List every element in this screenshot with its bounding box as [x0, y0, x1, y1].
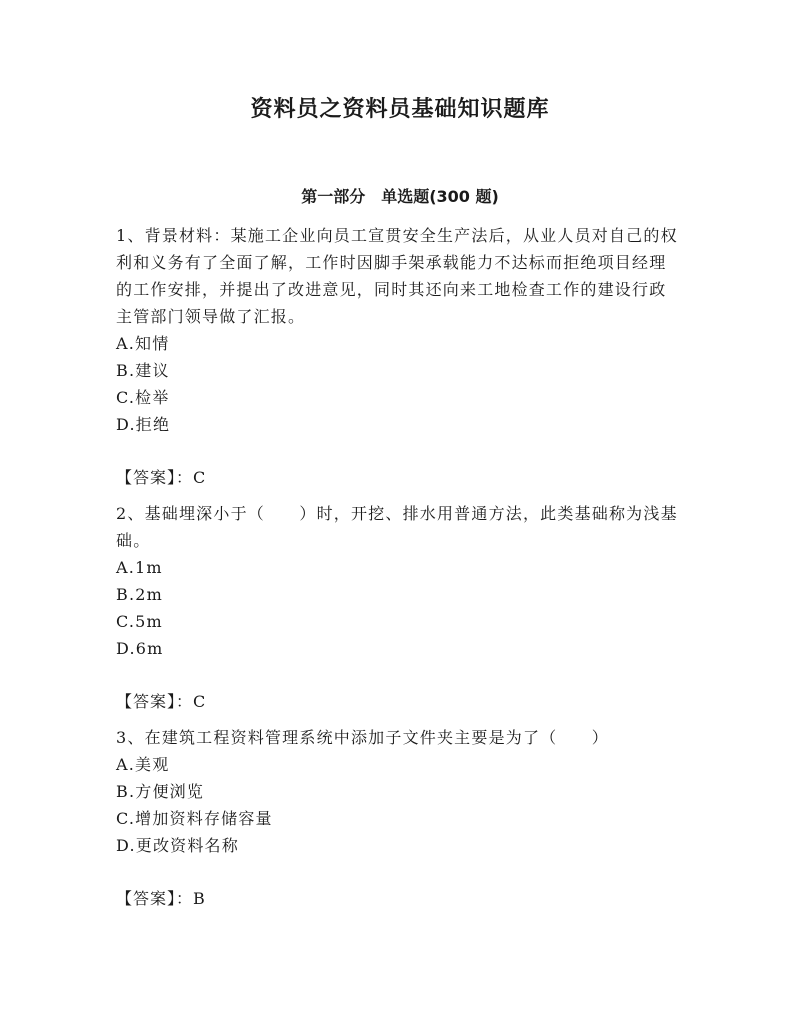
- option-b: B.建议: [116, 361, 170, 380]
- question-stem: 3、在建筑工程资料管理系统中添加子文件夹主要是为了（ ）: [116, 728, 609, 747]
- answer-line: 【答案】：C: [116, 468, 207, 487]
- option-b: B.方便浏览: [116, 782, 205, 801]
- option-d: D.更改资料名称: [116, 836, 239, 855]
- option-d: D.6m: [116, 639, 164, 658]
- option-a: A.知情: [116, 334, 170, 353]
- option-a: A.美观: [116, 755, 170, 774]
- option-c: C.增加资料存储容量: [116, 809, 273, 828]
- document-title: 资料员之资料员基础知识题库: [250, 97, 550, 122]
- option-c: C.5m: [116, 612, 163, 631]
- question-item: [116, 500, 678, 715]
- option-d: D.拒绝: [116, 415, 171, 434]
- question-stem: 2、基础埋深小于（ ）时，开挖、排水用普通方法，此类基础称为浅基础。: [116, 504, 678, 550]
- question-item: [116, 724, 678, 912]
- question-item: [116, 222, 678, 491]
- question-stem: 1、背景材料：某施工企业向员工宣贯安全生产法后，从业人员对自己的权利和义务有了全面了解，工作时因脚手架承载能力不达标而拒绝项目经理的工作安排，并提出了改进意见，同时其还向来工地检查工作的建设行政主管部门领导做了汇报。: [116, 226, 678, 326]
- option-b: B.2m: [116, 585, 163, 604]
- answer-line: 【答案】：C: [116, 692, 207, 711]
- section-title: 第一部分 单选题(300 题): [301, 187, 499, 206]
- question-list: [116, 222, 678, 921]
- option-c: C.检举: [116, 388, 170, 407]
- answer-line: 【答案】：B: [116, 889, 206, 908]
- option-a: A.1m: [116, 558, 163, 577]
